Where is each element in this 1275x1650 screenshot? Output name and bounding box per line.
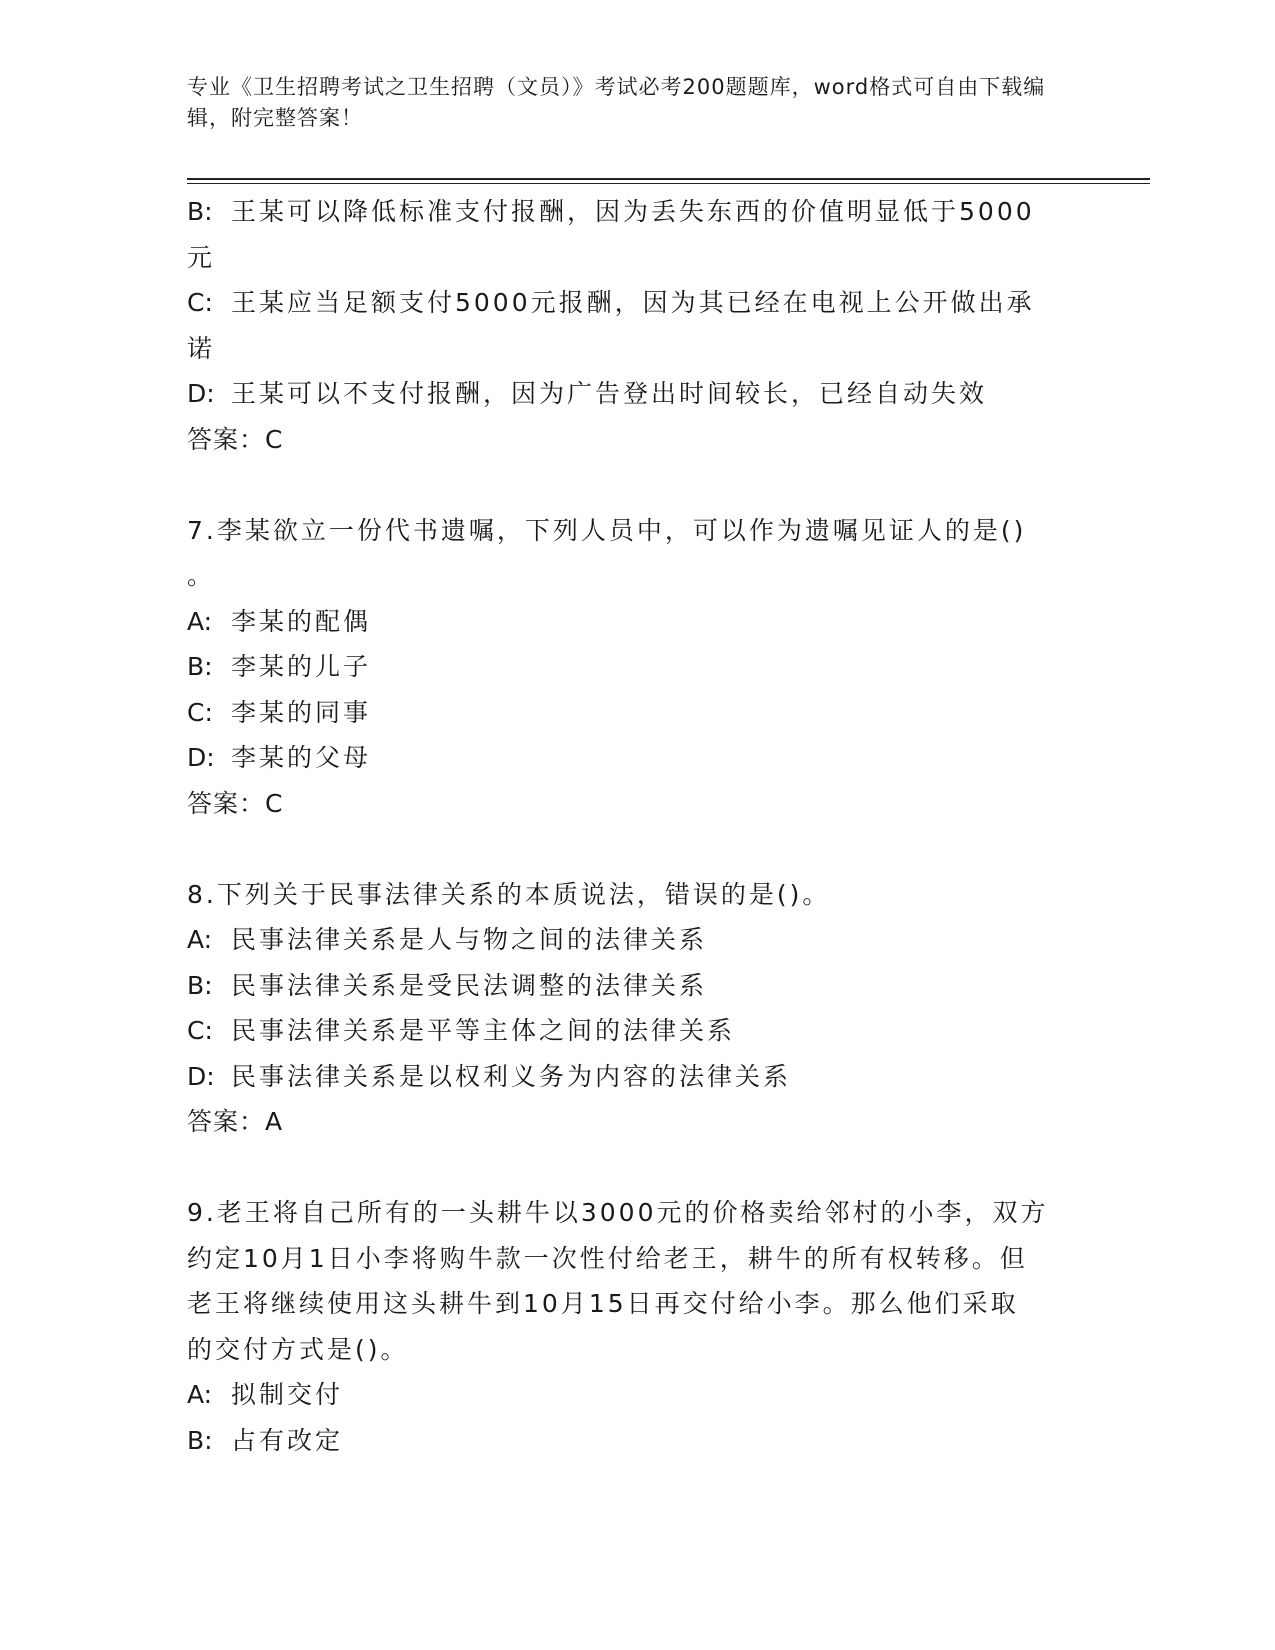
option-c bbox=[187, 280, 1087, 326]
document-header bbox=[187, 72, 1067, 134]
option-text: 民事法律关系是受民法调整的法律关系 bbox=[231, 970, 708, 1000]
option-text: 王某应当足额支付5000元报酬，因为其已经在电视上公开做出承 bbox=[231, 288, 1035, 317]
question-stem: 7.李某欲立一份代书遗嘱，下列人员中，可以作为遗嘱见证人的是() bbox=[187, 515, 1027, 545]
question-stem: 8.下列关于民事法律关系的本质说法，错误的是()。 bbox=[187, 879, 831, 909]
option-letter: B: bbox=[187, 197, 213, 226]
option-letter: A: bbox=[187, 925, 213, 954]
option-text: 李某的配偶 bbox=[231, 606, 372, 636]
question-9 bbox=[187, 1190, 1087, 1463]
option-c bbox=[187, 1008, 1087, 1054]
option-c bbox=[187, 690, 1087, 736]
option-letter: C: bbox=[187, 288, 213, 317]
option-text: 民事法律关系是人与物之间的法律关系 bbox=[231, 925, 708, 954]
option-text: 民事法律关系是以权利义务为内容的法律关系 bbox=[231, 1061, 792, 1091]
option-d bbox=[187, 371, 1087, 417]
question-stem-continuation: 的交付方式是()。 bbox=[187, 1334, 409, 1364]
question-7 bbox=[187, 508, 1087, 827]
option-text: 王某可以降低标准支付报酬，因为丢失东西的价值明显低于5000 bbox=[231, 197, 1035, 226]
option-a bbox=[187, 599, 1087, 645]
option-letter: A: bbox=[187, 606, 213, 636]
option-text: 王某可以不支付报酬，因为广告登出时间较长，已经自动失效 bbox=[231, 379, 988, 408]
option-letter: B: bbox=[187, 652, 213, 681]
option-text: 李某的同事 bbox=[231, 697, 372, 727]
option-b bbox=[187, 963, 1087, 1009]
option-b bbox=[187, 189, 1087, 235]
option-text: 占有改定 bbox=[231, 1425, 344, 1455]
option-text: 民事法律关系是平等主体之间的法律关系 bbox=[231, 1016, 736, 1045]
option-text-continuation: 元 bbox=[187, 242, 216, 272]
option-letter: B: bbox=[187, 1425, 213, 1455]
header-rule-thick bbox=[187, 178, 1150, 180]
option-text: 李某的儿子 bbox=[231, 652, 372, 681]
option-letter: C: bbox=[187, 1016, 213, 1045]
option-a bbox=[187, 917, 1087, 963]
document-title: 专业《卫生招聘考试之卫生招聘（文员）》考试必考200题题库，word格式可自由下载编辑，附完整答案！ bbox=[187, 75, 1046, 130]
option-a bbox=[187, 1372, 1087, 1418]
question-content bbox=[187, 189, 1087, 1463]
question-stem-continuation: 。 bbox=[187, 561, 216, 590]
spacer bbox=[187, 826, 1087, 872]
option-letter: C: bbox=[187, 697, 213, 727]
option-letter: A: bbox=[187, 1380, 213, 1409]
answer-line: 答案：C bbox=[187, 788, 284, 818]
option-letter: D: bbox=[187, 1061, 215, 1091]
spacer bbox=[187, 462, 1087, 508]
option-text-continuation: 诺 bbox=[187, 333, 216, 363]
header-rule-thin bbox=[187, 183, 1150, 184]
option-letter: D: bbox=[187, 743, 215, 772]
option-letter: D: bbox=[187, 379, 215, 408]
option-text: 拟制交付 bbox=[231, 1380, 344, 1409]
option-b bbox=[187, 644, 1087, 690]
question-stem: 9.老王将自己所有的一头耕牛以3000元的价格卖给邻村的小李，双方 bbox=[187, 1198, 1049, 1227]
option-letter: B: bbox=[187, 970, 213, 1000]
question-8 bbox=[187, 872, 1087, 1145]
option-text: 李某的父母 bbox=[231, 743, 372, 772]
continued-question bbox=[187, 189, 1087, 462]
spacer bbox=[187, 1145, 1087, 1191]
option-d bbox=[187, 1054, 1087, 1100]
question-stem-continuation: 约定10月1日小李将购牛款一次性付给老王，耕牛的所有权转移。但 bbox=[187, 1243, 1028, 1273]
question-stem-continuation: 老王将继续使用这头耕牛到10月15日再交付给小李。那么他们采取 bbox=[187, 1289, 1019, 1318]
option-d bbox=[187, 735, 1087, 781]
answer-line: 答案：C bbox=[187, 424, 284, 454]
option-b bbox=[187, 1418, 1087, 1464]
answer-line: 答案：A bbox=[187, 1107, 284, 1136]
